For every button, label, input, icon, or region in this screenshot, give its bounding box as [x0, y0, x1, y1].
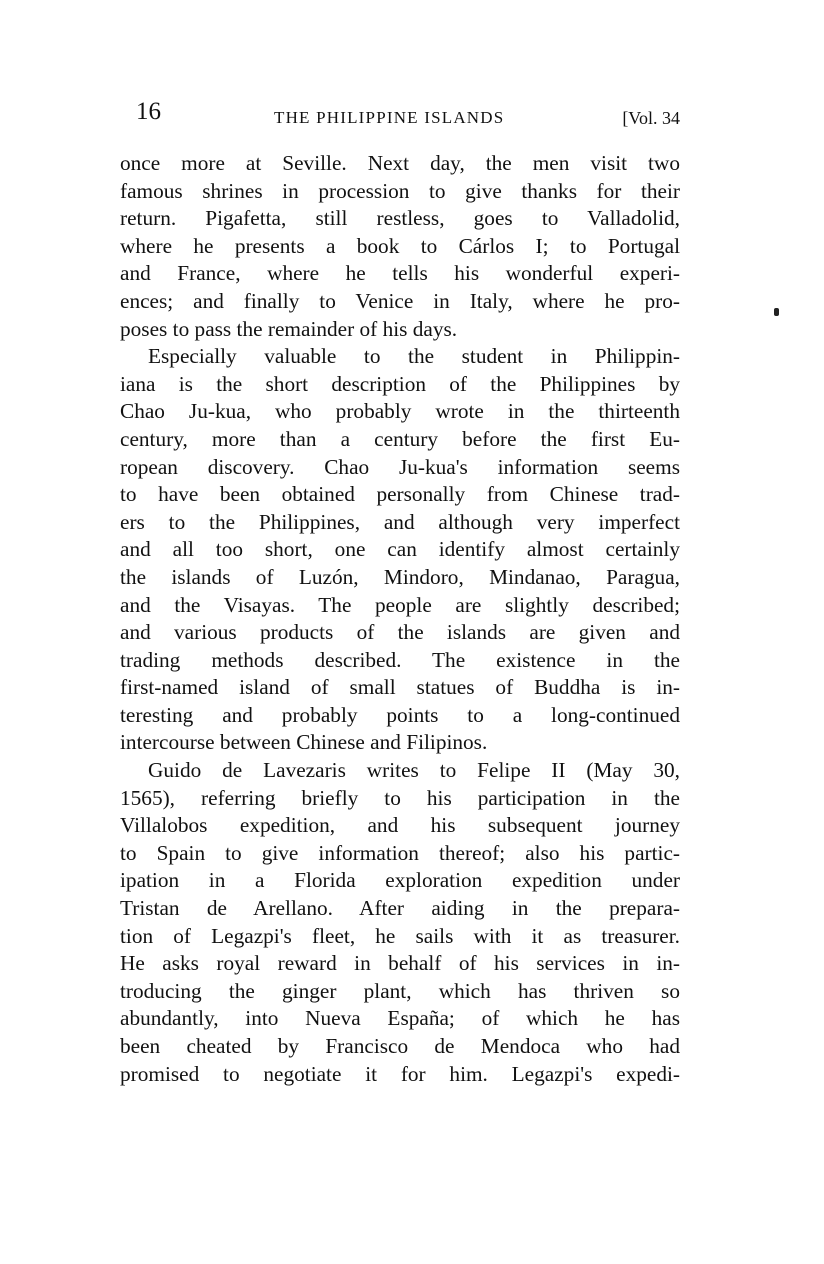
- text-line: famous shrines in procession to give thanks for their: [120, 178, 680, 203]
- text-line: Tristan de Arellano. After aiding in the prepara-: [120, 896, 680, 921]
- text-line: been cheated by Francisco de Mendoca who had: [120, 1034, 680, 1058]
- page-number: 16: [136, 98, 161, 125]
- text-line: return. Pigafetta, still restless, goes to Valladolid,: [120, 206, 680, 231]
- text-line: iana is the short description of the Philippines by: [120, 371, 680, 396]
- text-line: ipation in a Florida exploration expedition under: [120, 868, 680, 893]
- text-line: and the Visayas. The people are slightly described;: [120, 592, 680, 617]
- text-line: the islands of Luzón, Mindoro, Mindanao, Paragua,: [120, 564, 680, 589]
- text-line: where he presents a book to Cárlos I; to Portugal: [120, 233, 680, 258]
- text-line: and all too short, one can identify almost certainly: [120, 537, 680, 562]
- text-line: Guido de Lavezaris writes to Felipe II (May 30,: [148, 758, 680, 783]
- text-line: ences; and finally to Venice in Italy, where he pro-: [120, 288, 680, 313]
- scan-speck: [774, 308, 779, 316]
- text-line: Chao Ju-kua, who probably wrote in the thirteenth: [120, 399, 680, 424]
- text-line: century, more than a century before the first Eu-: [120, 426, 680, 451]
- text-line: trading methods described. The existence in the: [120, 647, 680, 672]
- text-line: Villalobos expedition, and his subsequent journey: [120, 813, 680, 838]
- text-line: first-named island of small statues of Buddha is in-: [120, 675, 680, 700]
- text-line: to Spain to give information thereof; also his partic-: [120, 840, 680, 865]
- text-line: and France, where he tells his wonderful experi-: [120, 261, 680, 286]
- text-line: and various products of the islands are given and: [120, 620, 680, 645]
- page-header: [132, 98, 680, 132]
- text-line: promised to negotiate it for him. Legazpi's expedi-: [120, 1061, 680, 1086]
- text-line: poses to pass the remainder of his days.: [120, 316, 458, 341]
- body-text: [120, 150, 680, 1088]
- text-line: teresting and probably points to a long-continued: [120, 702, 680, 727]
- text-line: intercourse between Chinese and Filipinos.: [120, 730, 488, 755]
- text-line: abundantly, into Nueva España; of which he has: [120, 1006, 680, 1031]
- text-line: He asks royal reward in behalf of his services in in-: [120, 951, 680, 976]
- running-title: THE PHILIPPINE ISLANDS: [274, 108, 505, 127]
- text-line: Especially valuable to the student in Philippin-: [148, 344, 680, 369]
- volume-label: [Vol. 34: [622, 108, 680, 128]
- text-line: troducing the ginger plant, which has thriven so: [120, 978, 680, 1003]
- text-line: ers to the Philippines, and although very imperfect: [120, 509, 680, 534]
- text-line: tion of Legazpi's fleet, he sails with it as treasurer.: [120, 923, 680, 948]
- text-line: to have been obtained personally from Chinese trad-: [120, 482, 680, 507]
- text-line: once more at Seville. Next day, the men visit two: [120, 151, 680, 175]
- text-line: ropean discovery. Chao Ju-kua's information seems: [120, 454, 680, 479]
- text-line: 1565), referring briefly to his participation in the: [120, 785, 680, 810]
